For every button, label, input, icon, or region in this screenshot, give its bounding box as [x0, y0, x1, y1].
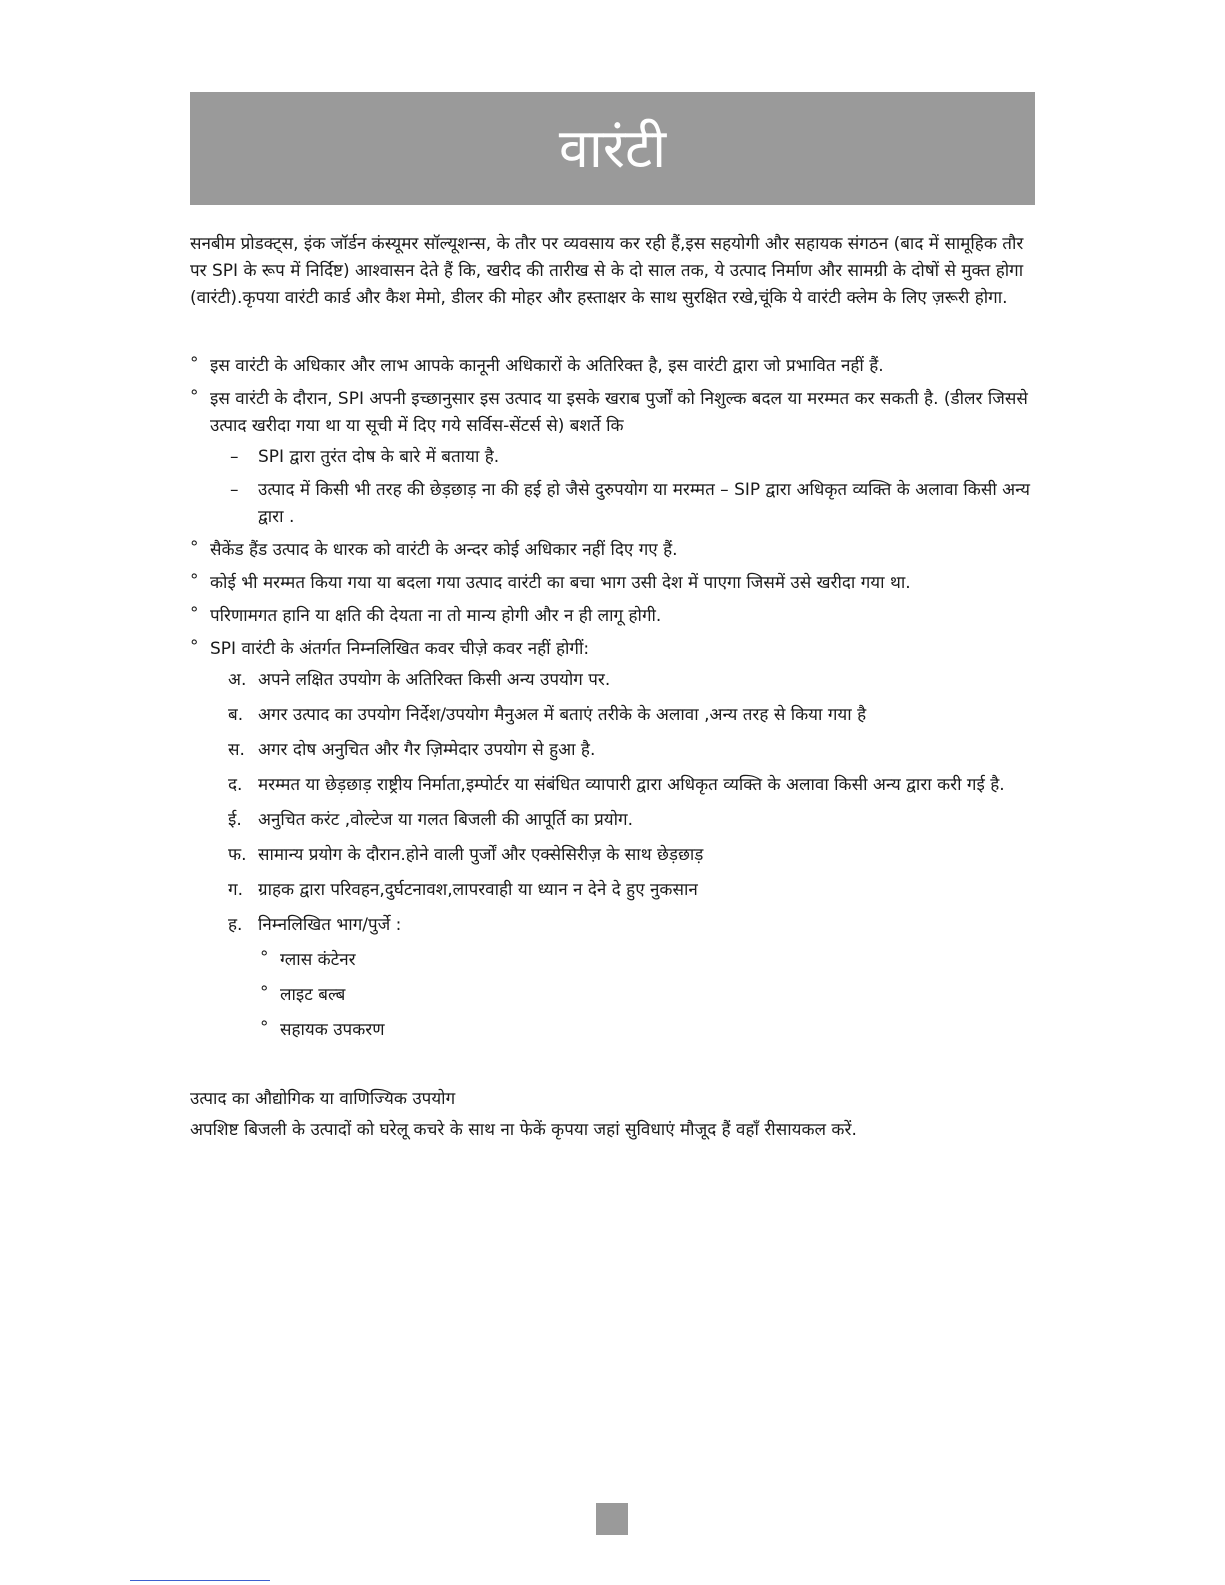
- list-item: द. मरम्मत या छेड़छाड़ राष्ट्रीय निर्माता,इम्पोर्टर या संबंधित व्यापारी द्वारा अधिकृत व्यक्ति के अलावा किसी अन्य द्वारा करी गई है.: [228, 775, 1005, 795]
- list-item: फ. सामान्य प्रयोग के दौरान.होने वाली पुर्जों और एक्सेसिरीज़ के साथ छेड़छाड़: [228, 845, 704, 865]
- list-item: अ. अपने लक्षित उपयोग के अतिरिक्त किसी अन्य उपयोग पर.: [228, 670, 611, 690]
- title-banner: [190, 92, 1035, 205]
- list-item: – उत्पाद में किसी भी तरह की छेड़छाड़ ना की हई हो जैसे दुरुपयोग या मरम्मत – SIP द्वारा अधिकृत व्यक्ति के अलावा किसी अन्य द्वारा .: [210, 477, 1038, 531]
- recycle-notice: अपशिष्ट बिजली के उत्पादों को घरेलू कचरे के साथ ना फेकें कृपया जहां सुविधाएं मौजूद हैं वहाँ रीसायकल करें.: [190, 1120, 857, 1140]
- warranty-content: [190, 231, 1038, 1148]
- list-item: ° लाइट बल्ब: [260, 982, 1038, 1009]
- excluded-parts-list: [210, 947, 1038, 1044]
- list-item: ° इस वारंटी के अधिकार और लाभ आपके कानूनी अधिकारों के अतिरिक्त है, इस वारंटी द्वारा जो प्रभावित नहीं हैं.: [190, 353, 1038, 380]
- list-item: – SPI द्वारा तुरंत दोष के बारे में बताया है.: [210, 444, 1038, 471]
- list-item: ° कोई भी मरम्मत किया गया या बदला गया उत्पाद वारंटी का बचा भाग उसी देश में पाएगा जिसमें उसे खरीदा गया था.: [190, 570, 1038, 597]
- list-item: ° सैकेंड हैंड उत्पाद के धारक को वारंटी के अन्दर कोई अधिकार नहीं दिए गए हैं.: [190, 537, 1038, 564]
- bottom-rule: [130, 1580, 270, 1581]
- list-item: ब. अगर उत्पाद का उपयोग निर्देश/उपयोग मैनुअल में बताएं तरीके के अलावा ,अन्य तरह से किया गया है: [228, 705, 867, 725]
- conditions-list: [210, 444, 1038, 531]
- list-item: ° इस वारंटी के दौरान, SPI अपनी इच्छानुसार इस उत्पाद या इसके खराब पुर्जों को निशुल्क बदल या मरम्मत कर सकती है. (डीलर जिससे उत्पाद खरीदा गया था या सूची में दिए गये सर्विस-सेंटर्स से) बशर्ते कि – SPI द्वारा तुरंत दोष के बारे में बताया है. – उत्पाद में किसी भी तरह की छेड़छाड़ ना की हई हो जैसे दुरुपयोग या मरम्मत – SIP द्वारा अधिकृत व्यक्ति के अलावा किसी अन्य द्वारा .: [190, 386, 1038, 531]
- commercial-use-heading: उत्पाद का औद्योगिक या वाणिज्यिक उपयोग: [190, 1089, 456, 1109]
- list-item: ° सहायक उपकरण: [260, 1017, 1038, 1044]
- list-item: ग. ग्राहक द्वारा परिवहन,दुर्घटनावश,लापरवाही या ध्यान न देने दे हुए नुकसान: [228, 880, 698, 900]
- list-item: ° परिणामगत हानि या क्षति की देयता ना तो मान्य होगी और न ही लागू होगी.: [190, 603, 1038, 630]
- list-item: ° SPI वारंटी के अंतर्गत निम्नलिखित कवर चीज़े कवर नहीं होगीं: अ. अपने लक्षित उपयोग के अतिरिक्त किसी अन्य उपयोग पर. ब. अगर उत्पाद का उपयोग निर्देश/उपयोग मैनुअल में बताएं तरीके के अलावा ,अन्य तरह से किया गया है स. अगर दोष अनुचित और गैर ज़िम्मेदार उपयोग से हुआ है. द. मरम्मत या छेड़छाड़ राष्ट्रीय निर्माता,इम्पोर्टर या संबंधित व्यापारी द्वारा अधिकृत व्यक्ति के अलावा किसी अन्य द्वारा करी गई है. ई. अनुचित करंट ,वोल्टेज या गलत बिजली की आपूर्ति का प्रयोग. फ. सामान्य प्रयोग के दौरान.होने वाली पुर्जों और एक्सेसिरीज़ के साथ छेड़छाड़ ग. ग्राहक द्वारा परिवहन,दुर्घटनावश,लापरवाही या ध्यान न देने दे हुए नुकसान ह. निम्नलिखित भाग/पुर्जे : ° ग्लास कंटेनर ° लाइट बल्ब ° सहायक उपकरण: [190, 636, 1038, 1044]
- footer-notes: [190, 1086, 1038, 1144]
- exclusions-list: [210, 667, 1038, 939]
- warranty-terms-list: [190, 353, 1038, 1044]
- list-item: ई. अनुचित करंट ,वोल्टेज या गलत बिजली की आपूर्ति का प्रयोग.: [228, 810, 634, 830]
- page-number-box: [596, 1503, 628, 1535]
- page-title: वारंटी: [558, 116, 667, 180]
- list-item: ह. निम्नलिखित भाग/पुर्जे :: [228, 915, 402, 935]
- list-item: ° ग्लास कंटेनर: [260, 947, 1038, 974]
- intro-paragraph: सनबीम प्रोडक्ट्स, इंक जॉर्डन कंस्यूमर सॉल्यूशन्स, के तौर पर व्यवसाय कर रही हैं,इस सहयोगी और सहायक संगठन (बाद में सामूहिक तौर पर SPI के रूप में निर्दिष्ट) आश्वासन देते हैं कि, खरीद की तारीख से के दो साल तक, ये उत्पाद निर्माण और सामग्री के दोषों से मुक्त होगा (वारंटी).कृपया वारंटी कार्ड और कैश मेमो, डीलर की मोहर और हस्ताक्षर के साथ सुरक्षित रखे,चूंकि ये वारंटी क्लेम के लिए ज़रूरी होगा.: [190, 234, 1024, 308]
- list-item: स. अगर दोष अनुचित और गैर ज़िम्मेदार उपयोग से हुआ है.: [228, 740, 596, 760]
